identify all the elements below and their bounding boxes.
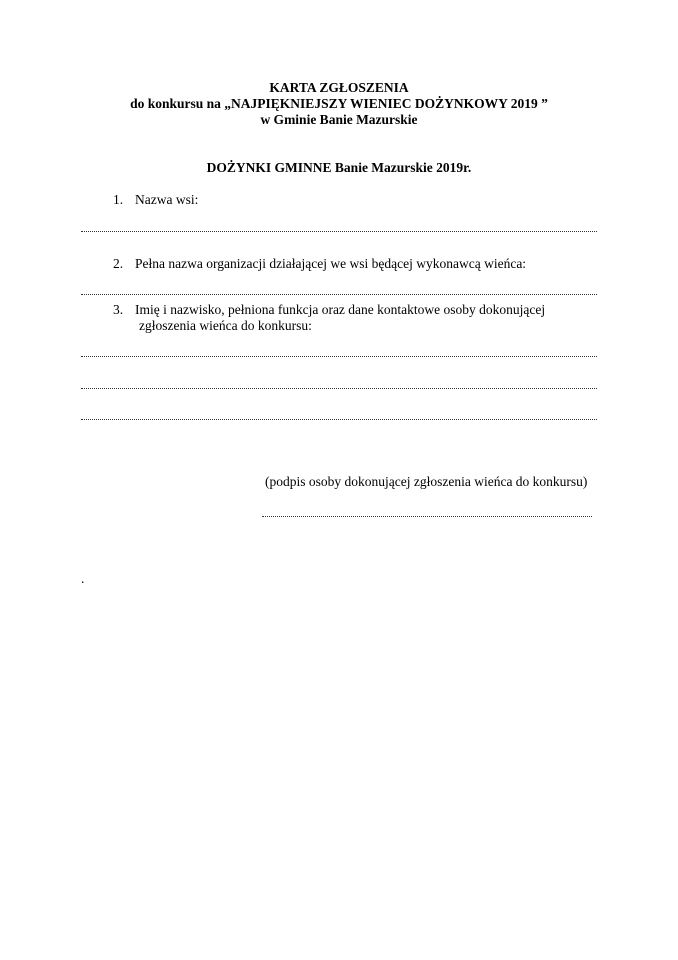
item-number: 1. <box>113 192 124 207</box>
item-label: Pełna nazwa organizacji działającej we wsi będącej wykonawcą wieńca: <box>135 256 527 271</box>
organization-name-field[interactable] <box>81 294 597 295</box>
village-name-field[interactable] <box>81 231 597 232</box>
item-label: Nazwa wsi: <box>135 192 199 207</box>
stray-mark: . <box>81 571 85 586</box>
contact-field-line-2[interactable] <box>81 388 597 389</box>
contact-field-line-1[interactable] <box>81 356 597 357</box>
event-subtitle: DOŻYNKI GMINNE Banie Mazurskie 2019r. <box>206 160 472 175</box>
signature-caption: (podpis osoby dokonującej zgłoszenia wieńca do konkursu) <box>265 474 588 489</box>
contact-field-line-3[interactable] <box>81 419 597 420</box>
signature-field[interactable] <box>262 516 592 517</box>
form-title: KARTA ZGŁOSZENIA <box>269 80 409 95</box>
item-number: 2. <box>113 256 124 271</box>
contest-name: do konkursu na „NAJPIĘKNIEJSZY WIENIEC DOŻYNKOWY 2019 ” <box>130 96 548 111</box>
item-label-continued: zgłoszenia wieńca do konkursu: <box>139 318 312 333</box>
municipality-line: w Gminie Banie Mazurskie <box>260 112 418 127</box>
item-number: 3. <box>113 302 124 317</box>
item-label: Imię i nazwisko, pełniona funkcja oraz dane kontaktowe osoby dokonującej <box>135 302 546 317</box>
